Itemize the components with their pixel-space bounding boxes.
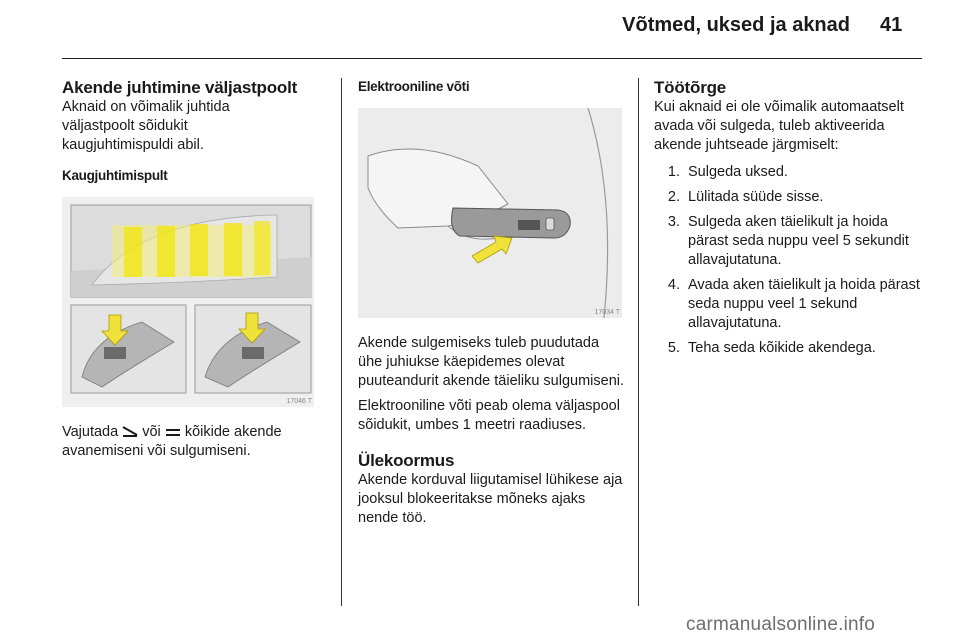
column-middle	[358, 78, 626, 528]
malfunction-intro: Kui aknaid ei ole võimalik automaatselt avada või sulgeda, tuleb aktiveerida akende juhtseade järgmiselt:	[654, 99, 904, 153]
header-rule	[62, 58, 922, 59]
column-divider-1	[341, 78, 342, 606]
figure-remote-control	[62, 197, 314, 407]
column-divider-2	[638, 78, 639, 606]
page-number: 41	[880, 14, 903, 36]
door-handle-illustration	[358, 108, 622, 318]
watermark: carmanualsonline.info	[686, 614, 876, 635]
list-item: 2. Lülitada süüde sisse.	[667, 189, 824, 205]
section-heading-malfunction: Töötõrge	[654, 78, 727, 97]
subheading-electronic-key: Elektrooniline võti	[358, 79, 470, 94]
remote-caption: Vajutada või kõikide akende avanemiseni või sulgumiseni.	[62, 424, 282, 459]
figure-door-handle	[358, 108, 622, 318]
column-right	[654, 78, 924, 364]
remote-control-illustration	[62, 197, 314, 407]
section-heading-overload: Ülekoormus	[358, 451, 455, 470]
list-item: 1. Sulgeda uksed.	[667, 164, 788, 180]
paragraph-overload: Akende korduval liigutamisel lühikese aja jooksul blokeeritakse mõneks ajaks nende töö.	[358, 472, 623, 526]
page-header-title: Võtmed, uksed ja aknad	[622, 14, 850, 36]
section-heading-outside-control: Akende juhtimine väljastpoolt	[62, 78, 298, 97]
subheading-remote: Kaugjuhtimispult	[62, 168, 168, 183]
list-item: 3. Sulgeda aken täielikult ja hoida pärast seda nuppu veel 5 sekundit allavajutatuna.	[667, 214, 909, 268]
lock-symbol-icon	[165, 424, 181, 438]
window-glow	[112, 221, 272, 277]
list-item: 4. Avada aken täielikult ja hoida pärast seda nuppu veel 1 sekund allavajutatuna.	[667, 277, 920, 331]
malfunction-steps	[654, 163, 924, 358]
paragraph-key-range: Elektrooniline võti peab olema väljaspool sõidukit, umbes 1 meetri raadiuses.	[358, 398, 620, 433]
column-left	[62, 78, 332, 461]
paragraph-touch-sensor: Akende sulgemiseks tuleb puudutada ühe juhiukse käepidemes olevat puuteandurit akende täieliku sulgumiseni.	[358, 335, 625, 389]
figure-id: 17046 T	[286, 398, 312, 405]
figure-id: 17034 T	[594, 309, 620, 316]
unlock-symbol-icon	[122, 424, 138, 438]
section-intro: Aknaid on võimalik juhtida väljastpoolt sõidukit kaugjuhtimispuldi abil.	[62, 99, 230, 153]
list-item: 5. Teha seda kõikide akendega.	[667, 340, 876, 356]
